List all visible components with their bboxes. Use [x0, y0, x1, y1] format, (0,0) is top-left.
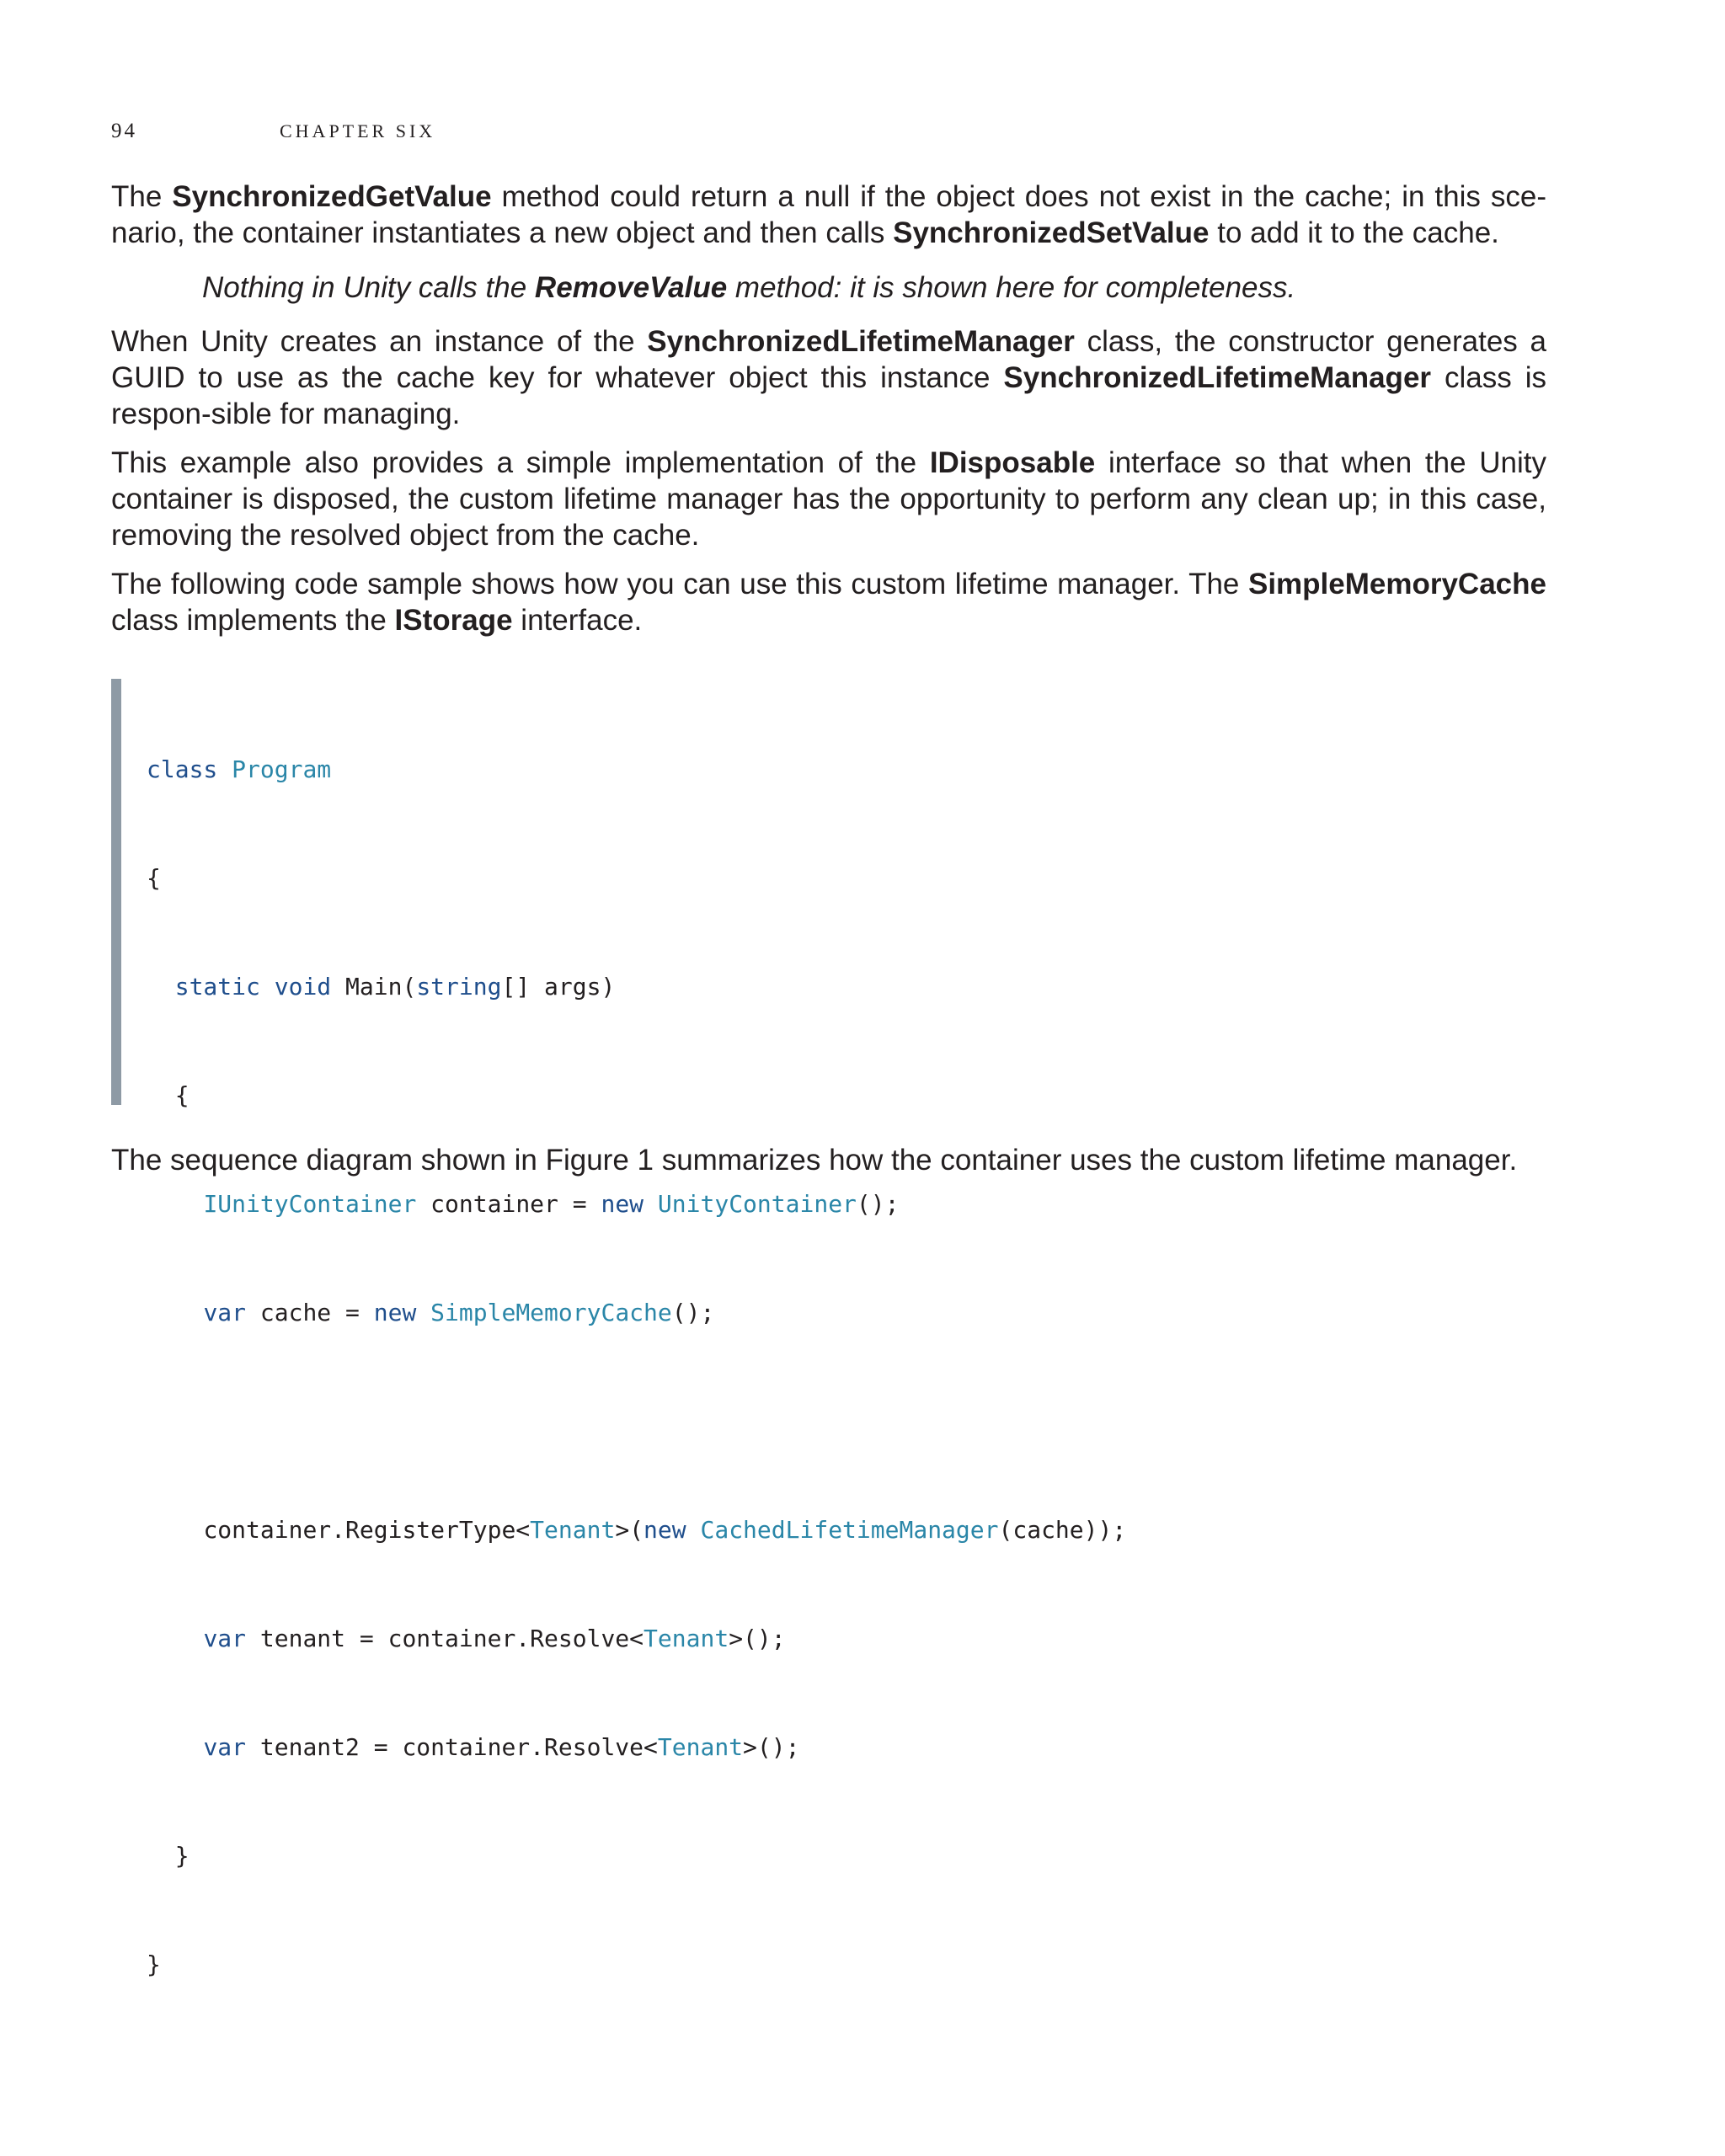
code-lines [147, 679, 1126, 2055]
paragraph-lifetime-manager: When Unity creates an instance of the SynchronizedLifetimeManager class, the constructor generates a GUID to use as the cache key for whatever object this instance SynchronizedLifetimeManager class is respon-sible for managing. [111, 325, 1547, 430]
paragraph-code-intro: The following code sample shows how you can use this custom lifetime manager. The SimpleMemoryCache class implements the IStorage interface. [111, 568, 1546, 637]
code-line-2: { [147, 864, 161, 892]
term-remove-value: RemoveValue [534, 271, 728, 304]
code-line-12: } [147, 1951, 161, 1978]
term-simple-memory-cache: SimpleMemoryCache [1247, 568, 1546, 600]
code-line-1: class Program [147, 755, 332, 783]
paragraph-idisposable: This example also provides a simple implementation of the IDisposable interface so that when the Unity container is disposed, the custom lifetime manager has the opportunity to perform any clean up; in this case, removing the resolved object from the cache. [111, 446, 1546, 552]
code-line-4: { [174, 1081, 190, 1109]
code-line-5: IUnityContainer container = new UnityContainer(); [203, 1190, 900, 1218]
code-line-8: container.RegisterType<Tenant>(new CachedLifetimeManager(cache)); [203, 1516, 1127, 1544]
term-synchronized-set-value: SynchronizedSetValue [893, 216, 1210, 249]
paragraph-sequence-diagram: The sequence diagram shown in Figure 1 summarizes how the container uses the custom lifetime manager. [111, 1144, 1518, 1177]
italic-note: Nothing in Unity calls the RemoveValue method: it is shown here for completeness. [202, 271, 1296, 304]
page-number: 94 [111, 120, 137, 142]
chapter-title: CHAPTER SIX [280, 120, 436, 141]
paragraph-synchronized-get-value: The SynchronizedGetValue method could return a null if the object does not exist in the cache; in this sce-nario, the container instantiates a new object and then calls SynchronizedSetValue to add it to the cache. [111, 180, 1546, 249]
term-synchronized-get-value: SynchronizedGetValue [172, 180, 492, 213]
code-margin-bar [111, 679, 121, 1105]
code-line-3: static void Main(string[] args) [174, 973, 616, 1001]
term-synchronized-lifetime-manager-2: SynchronizedLifetimeManager [1003, 361, 1432, 394]
code-line-10: var tenant2 = container.Resolve<Tenant>(); [203, 1733, 800, 1761]
running-head [111, 120, 435, 143]
term-istorage: IStorage [394, 604, 513, 637]
term-synchronized-lifetime-manager: SynchronizedLifetimeManager [647, 325, 1075, 358]
term-idisposable: IDisposable [929, 446, 1096, 479]
code-line-9: var tenant = container.Resolve<Tenant>(); [203, 1625, 786, 1652]
code-line-11: } [174, 1842, 190, 1870]
code-line-7 [147, 1403, 1126, 1439]
code-line-6: var cache = new SimpleMemoryCache(); [203, 1299, 715, 1326]
